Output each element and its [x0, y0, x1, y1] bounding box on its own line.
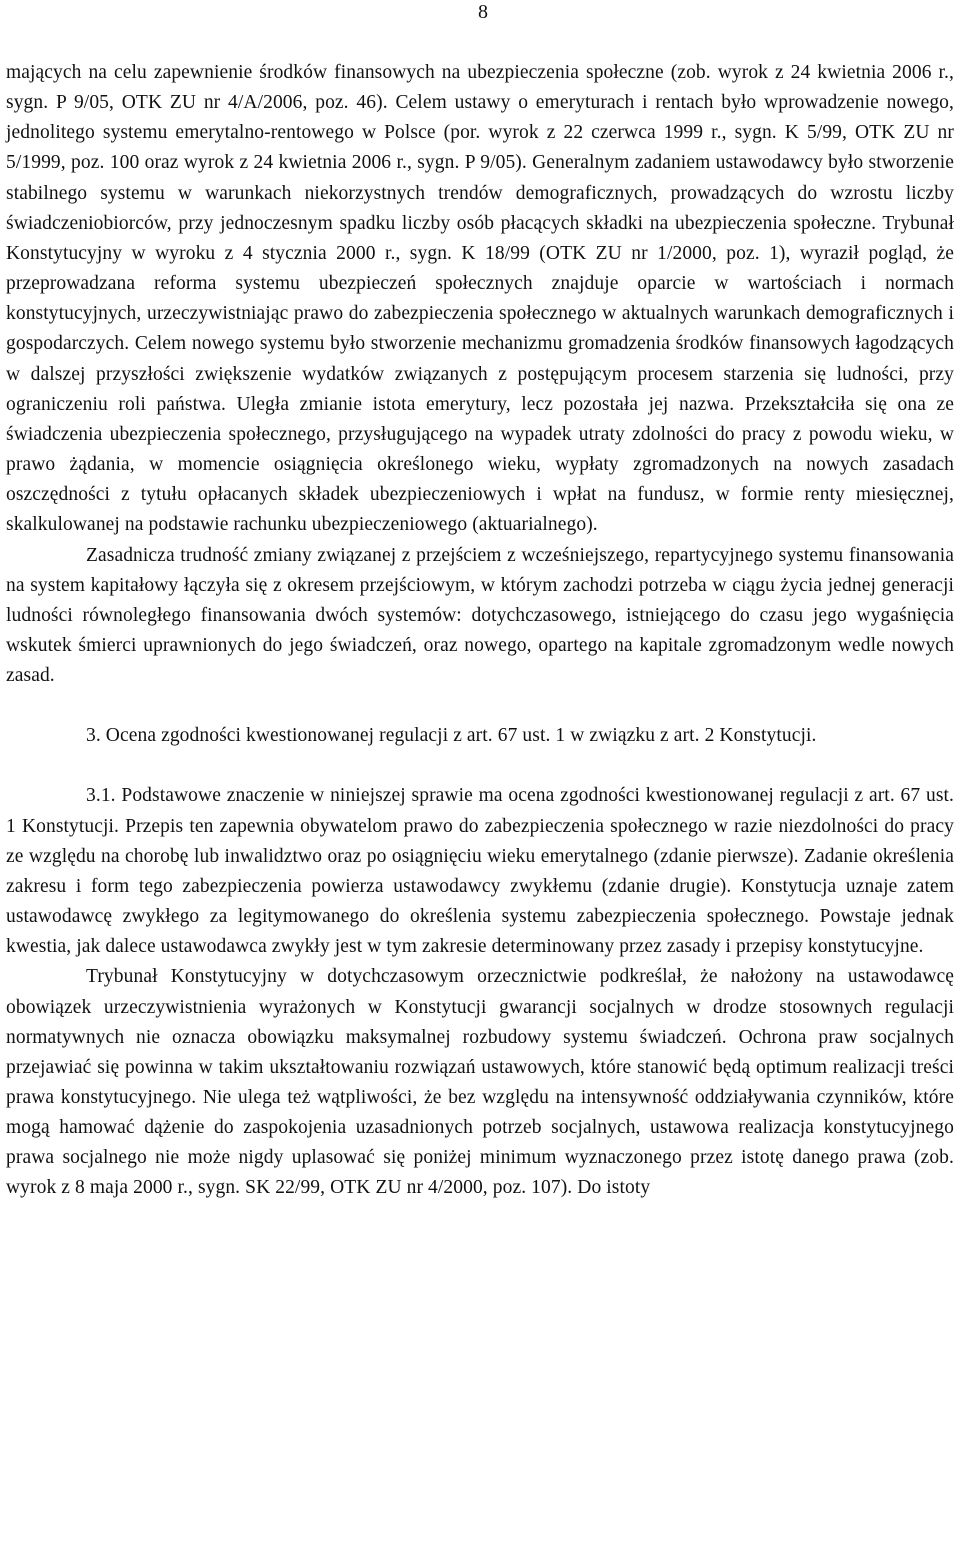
document-body — [6, 58, 954, 1204]
page-number: 8 — [478, 1, 488, 23]
paragraph-3-1: 3.1. Podstawowe znaczenie w niniejszej sprawie ma ocena zgodności kwestionowanej regulacji z art. 67 ust. 1 Konstytucji. Przepis ten zapewnia obywatelom prawo do zabezpieczenia społecznego w razie niezdolności do pracy ze względu na chorobę lub inwalidztwo oraz po osiągnięciu wieku emerytalnego (zdanie pierwsze). Zadanie określenia zakresu i form tego zabezpieczenia powierza ustawodawcy zwykłemu (zdanie drugie). Konstytucja uznaje zatem ustawodawcę zwykłego za legitymowanego do określenia systemu zabezpieczenia społecznego. Powstaje jednak kwestia, jak dalece ustawodawca zwykły jest w tym zakresie determinowany przez zasady i przepisy konstytucyjne. — [6, 785, 954, 958]
paragraph-1: mających na celu zapewnienie środków finansowych na ubezpieczenia społeczne (zob. wyrok z 24 kwietnia 2006 r., sygn. P 9/05, OTK ZU nr 4/A/2006, poz. 46). Celem ustawy o emeryturach i rentach było wprowadzenie nowego, jednolitego systemu emerytalno-rentowego w Polsce (por. wyrok z 22 czerwca 1999 r., sygn. K 5/99, OTK ZU nr 5/1999, poz. 100 oraz wyrok z 24 kwietnia 2006 r., sygn. P 9/05). Generalnym zadaniem ustawodawcy było stworzenie stabilnego systemu w warunkach niekorzystnych trendów demograficznych, prowadzących do wzrostu liczby świadczeniobiorców, przy jednoczesnym spadku liczby osób płacących składki na ubezpieczenia społeczne. Trybunał Konstytucyjny w wyroku z 4 stycznia 2000 r., sygn. K 18/99 (OTK ZU nr 1/2000, poz. 1), wyraził pogląd, że przeprowadzana reforma systemu ubezpieczeń społecznych znajduje oparcie w wartościach i normach konstytucyjnych, urzeczywistniając prawo do zabezpieczenia społecznego w aktualnych warunkach demograficznych i gospodarczych. Celem nowego systemu było stworzenie mechanizmu gromadzenia środków finansowych łagodzących w dalszej przyszłości zwiększenie wydatków związanych z postępującym procesem starzenia się ludności, przy ograniczeniu roli państwa. Uległa zmianie istota emerytury, lecz pozostała jej nazwa. Przekształciła się ona ze świadczenia ubezpieczenia społecznego, przysługującego na wypadek utraty zdolności do pracy z powodu wieku, w prawo żądania, w momencie osiągnięcia określonego wieku, wypłaty zgromadzonych na nowych zasadach oszczędności z tytułu opłacanych składek ubezpieczeniowych i wpłat na fundusz, w formie renty miesięcznej, skalkulowanej na podstawie rachunku ubezpieczeniowego (aktuarialnego). — [6, 62, 954, 536]
paragraph-2: Zasadnicza trudność zmiany związanej z przejściem z wcześniejszego, repartycyjnego systemu finansowania na system kapitałowy łączyła się z okresem przejściowym, w którym zachodzi potrzeba w ciągu życia jednej generacji ludności równoległego finansowania dwóch systemów: dotychczasowego, istniejącego do czasu jego wygaśnięcia wskutek śmierci uprawnionych do jego świadczeń, oraz nowego, opartego na kapitale zgromadzonym wedle nowych zasad. — [6, 544, 954, 687]
section-heading-3: 3. Ocena zgodności kwestionowanej regulacji z art. 67 ust. 1 w związku z art. 2 Konstytucji. — [86, 725, 817, 747]
paragraph-4: Trybunał Konstytucyjny w dotychczasowym orzecznictwie podkreślał, że nałożony na ustawodawcę obowiązek urzeczywistnienia wyrażonych w Konstytucji gwarancji socjalnych w drodze stosownych regulacji normatywnych nie oznacza obowiązku maksymalnej rozbudowy systemu świadczeń. Ochrona praw socjalnych przejawiać się powinna w takim ukształtowaniu rozwiązań ustawowych, które stanowić będą optimum realizacji treści prawa konstytucyjnego. Nie ulega też wątpliwości, że bez względu na intensywność oddziaływania czynników, które mogą hamować dążenie do zaspokojenia uzasadnionych potrzeb socjalnych, ustawowa realizacja konstytucyjnego prawa socjalnego nie może nigdy uplasować się poniżej minimum wyznaczonego przez istotę danego prawa (zob. wyrok z 8 maja 2000 r., sygn. SK 22/99, OTK ZU nr 4/2000, poz. 107). Do istoty — [6, 966, 954, 1199]
spacer — [6, 751, 954, 781]
spacer — [6, 691, 954, 721]
